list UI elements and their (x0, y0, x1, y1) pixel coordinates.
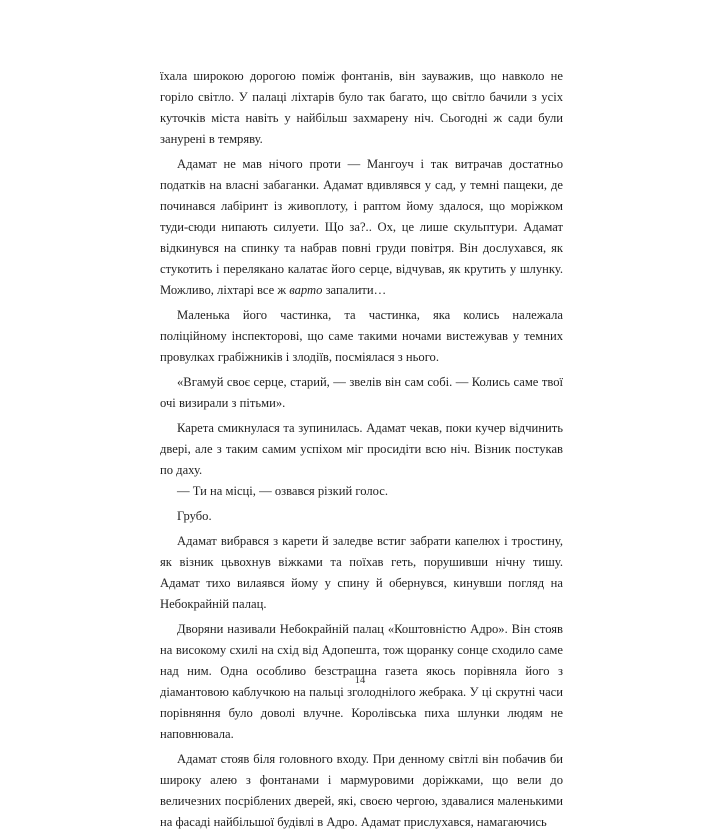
paragraph (160, 154, 563, 301)
text-run: Дворяни називали Небокрайній палац «Коштовністю Адро». Він стояв на високому схилі на схід від Адопешта, тож щоранку сонце сходило саме над ним. Одна особливо безстрашна газета якось порівняла його з діамантовою каблучкою на пальці зголоднілого жебрака. У ці скрутні часи порівняння було доволі влучне. Королівська пиха шлунки людям не наповнювала. (160, 622, 563, 741)
paragraph (160, 418, 563, 481)
text-run: — Ти на місці, — озвався різкий голос. (177, 484, 389, 498)
text-run: Карета смикнулася та зупинилась. Адамат чекав, поки кучер відчинить двері, але з таким самим успіхом міг просидіти всю ніч. Візник постукав по даху. (160, 421, 563, 477)
paragraph (160, 506, 563, 527)
text-run: їхала широкою дорогою поміж фонтанів, він зауважив, що навколо не горіло світло. У палаці ліхтарів було так багато, що світло бачили з усіх куточків міста навіть у найбільш захмарену ніч. Сьогодні ж сади були занурені в темряву. (160, 69, 563, 146)
emphasis-text: варто (289, 283, 323, 297)
text-run: Адамат вибрався з карети й заледве встиг забрати капелюх і тростину, як візник цьвохнув віжками та поїхав геть, порушивши нічну тишу. Адамат тихо вилаявся йому у спину й обернувся, кинувши погляд на Небокрайній палац. (160, 534, 563, 611)
text-run: Грубо. (177, 509, 212, 523)
paragraph (160, 66, 563, 150)
text-run: Маленька його частинка, та частинка, яка колись належала поліційному інспекторові, що саме такими ночами вистежував у темних провулках грабіжників і злодіїв, посміялася з нього. (160, 308, 563, 364)
page-body (160, 66, 563, 833)
paragraph (160, 531, 563, 615)
paragraph (160, 372, 563, 414)
text-run: «Вгамуй своє серце, старий, — звелів він сам собі. — Колись саме твої очі визирали з пітьми». (160, 375, 563, 410)
text-run: Адамат не мав нічого проти — Мангоуч і так витрачав достатньо податків на власні забаганки. Адамат вдивлявся у сад, у темні пащеки, де починався лабіринт із живоплоту, і раптом йому здалося, що моріжком туди-сюди нипають силуети. Що за?.. Ох, це лише скульптури. Адамат відкинувся на спинку та набрав повні груди повітря. Він дослухався, як стукотить і перелякано калатає його серце, відчував, як крутить у шлунку. Можливо, ліхтарі все ж (160, 157, 563, 297)
text-run: запалити… (322, 283, 387, 297)
paragraph (160, 305, 563, 368)
text-run: Адамат стояв біля головного входу. При денному світлі він побачив би широку алею з фонтанами і мармуровими доріжками, що вели до величезних посріблених дверей, які, своєю чергою, здавалися маленькими на фасаді найбільшої будівлі в Адро. Адамат прислухався, намагаючись (160, 752, 563, 829)
paragraph (160, 749, 563, 833)
page-number: 14 (354, 675, 366, 686)
paragraph (160, 481, 563, 502)
